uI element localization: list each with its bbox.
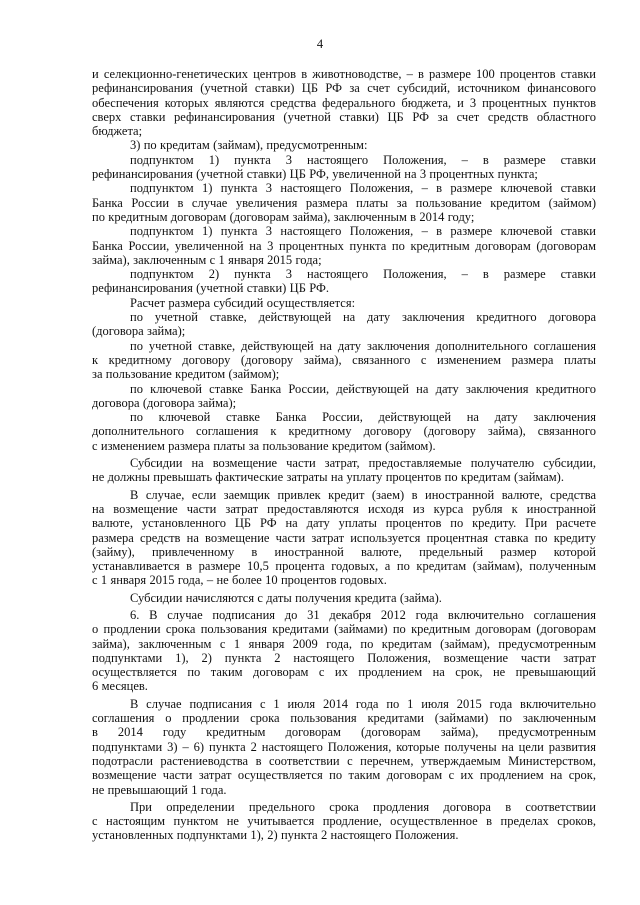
text-line: по учетной ставке, действующей на дату заключения дополнительного соглашения xyxy=(130,338,596,353)
text-line: займа), заключенным с 1 января 2009 года, по кредитам (займам), предусмотренным xyxy=(92,636,596,651)
text-line: рефинансирования (учетной ставки) ЦБ РФ, увеличенной на 3 процентных пункта; xyxy=(92,167,538,182)
paragraph xyxy=(92,488,596,588)
paragraph xyxy=(92,591,596,605)
text-line: В случае, если заемщик привлек кредит (заем) в иностранной валюте, средства xyxy=(130,487,596,502)
text-line: рефинансирования (учетной ставки) ЦБ РФ. xyxy=(92,281,329,296)
text-line: по ключевой ставке Банка России, действующей на дату заключения кредитного xyxy=(130,381,596,396)
paragraph xyxy=(92,224,596,267)
text-line: на возмещение части затрат предоставляются исходя из курса рубля к иностранной xyxy=(92,501,596,516)
text-line: (договора займа); xyxy=(92,324,186,339)
text-line: в 2014 году кредитным договорам (договорам займа), предусмотренным xyxy=(92,725,596,740)
text-line: по учетной ставке, действующей на дату заключения кредитного договора xyxy=(130,310,596,325)
text-line: При определении предельного срока продления договора в соответствии xyxy=(130,799,596,814)
text-line: рефинансирования (учетной ставки) ЦБ РФ за счет субсидий, источником финансового xyxy=(92,81,596,96)
text-line: с 1 января 2015 года, – не более 10 процентов годовых. xyxy=(92,573,387,588)
text-line: обеспечения которых являются средства федерального бюджета, и 3 процентных пунктов xyxy=(92,95,596,110)
text-line: по кредитным договорам (договорам займа), заключенным в 2014 году; xyxy=(92,209,475,224)
text-line: Банка России в случае увеличения размера платы за пользование кредитом (займом) xyxy=(92,195,596,210)
paragraph xyxy=(92,697,596,797)
text-line: не превышающий 1 года. xyxy=(92,782,227,797)
text-line: возмещение части затрат осуществляется по таким договорам с их продлением на срок, xyxy=(92,768,596,783)
text-line: установленных подпунктами 1), 2) пункта 2 настоящего Положения. xyxy=(92,828,459,843)
paragraph xyxy=(92,800,596,843)
text-line: устанавливается в размере 10,5 процента годовых, а по кредитам (займам), полученным xyxy=(92,559,596,574)
text-line: подпунктами 3) – 6) пункта 2 настоящего Положения, которые получены на цели развития xyxy=(92,739,596,754)
paragraph xyxy=(92,310,596,339)
text-line: займа), заключенным с 1 января 2015 года; xyxy=(92,252,322,267)
paragraph xyxy=(92,267,596,296)
text-line: валюте, установленного ЦБ РФ на дату уплаты процентов по кредиту. При расчете xyxy=(92,516,596,531)
text-line: с изменением размера платы за пользование кредитом (займом). xyxy=(92,438,436,453)
paragraph xyxy=(92,296,596,310)
page-number: 4 xyxy=(316,37,324,51)
text-line: осуществляется по таким договорам с их продлением на срок, не превышающий xyxy=(92,665,596,680)
paragraph xyxy=(92,456,596,485)
text-line: (займу), привлеченному в иностранной валюте, предельный размер которой xyxy=(92,544,596,559)
text-line: подпунктом 1) пункта 3 настоящего Положения, – в размере ставки xyxy=(130,152,596,167)
paragraph xyxy=(92,138,596,152)
text-line: В случае подписания с 1 июля 2014 года по 1 июля 2015 года включительно xyxy=(130,696,596,711)
paragraph xyxy=(92,153,596,182)
document-body xyxy=(92,67,596,843)
text-line: подпунктами 1), 2) пункта 2 настоящего Положения, возмещение части затрат xyxy=(92,650,596,665)
text-line: с настоящим пунктом не учитывается продление, осуществленное в пределах сроков, xyxy=(92,814,596,829)
text-line: 6 месяцев. xyxy=(92,679,148,694)
text-line: Субсидии начисляются с даты получения кредита (займа). xyxy=(130,590,442,605)
text-line: 6. В случае подписания до 31 декабря 2012 года включительно соглашения xyxy=(130,607,596,622)
text-line: 3) по кредитам (займам), предусмотренным: xyxy=(130,138,368,153)
text-line: сверх ставки рефинансирования (учетной ставки) ЦБ РФ за счет средств областного xyxy=(92,109,596,124)
paragraph xyxy=(92,339,596,382)
text-line: соглашения о продлении срока пользования кредитами (займами) по заключенным xyxy=(92,711,596,726)
text-line: Расчет размера субсидий осуществляется: xyxy=(130,295,356,310)
text-line: подпунктом 1) пункта 3 настоящего Положения, – в размере ключевой ставки xyxy=(130,224,596,239)
text-line: Субсидии на возмещение части затрат, предоставляемые получателю субсидии, xyxy=(130,456,596,471)
text-line: подпунктом 1) пункта 3 настоящего Положения, – в размере ключевой ставки xyxy=(130,181,596,196)
text-line: подотрасли растениеводства в соответствии с перечнем, утверждаемым Министерством, xyxy=(92,753,596,768)
text-line: и селекционно-генетических центров в животноводстве, – в размере 100 процентов ставки xyxy=(92,67,596,81)
text-line: бюджета; xyxy=(92,124,143,139)
text-line: размера средств на возмещение части затрат используется процентная ставка по кредиту xyxy=(92,530,596,545)
paragraph xyxy=(92,608,596,694)
text-line: не должны превышать фактические затраты на уплату процентов по кредитам (займам). xyxy=(92,470,564,485)
text-line: по ключевой ставке Банка России, действующей на дату заключения xyxy=(130,410,596,425)
text-line: к кредитному договору (договору займа), связанного с изменением размера платы xyxy=(92,352,596,367)
paragraph xyxy=(92,67,596,138)
text-line: за пользование кредитом (займом); xyxy=(92,367,280,382)
text-line: дополнительного соглашения к кредитному договору (договору займа), связанного xyxy=(92,424,596,439)
text-line: договора (договора займа); xyxy=(92,395,237,410)
paragraph xyxy=(92,382,596,411)
text-line: Банка России, увеличенной на 3 процентных пункта по кредитным договорам (договорам xyxy=(92,238,596,253)
text-line: подпунктом 2) пункта 3 настоящего Положения, – в размере ставки xyxy=(130,267,596,282)
paragraph xyxy=(92,410,596,453)
paragraph xyxy=(92,181,596,224)
text-line: о продлении срока пользования кредитами (займами) по кредитным договорам (договорам xyxy=(92,622,596,637)
